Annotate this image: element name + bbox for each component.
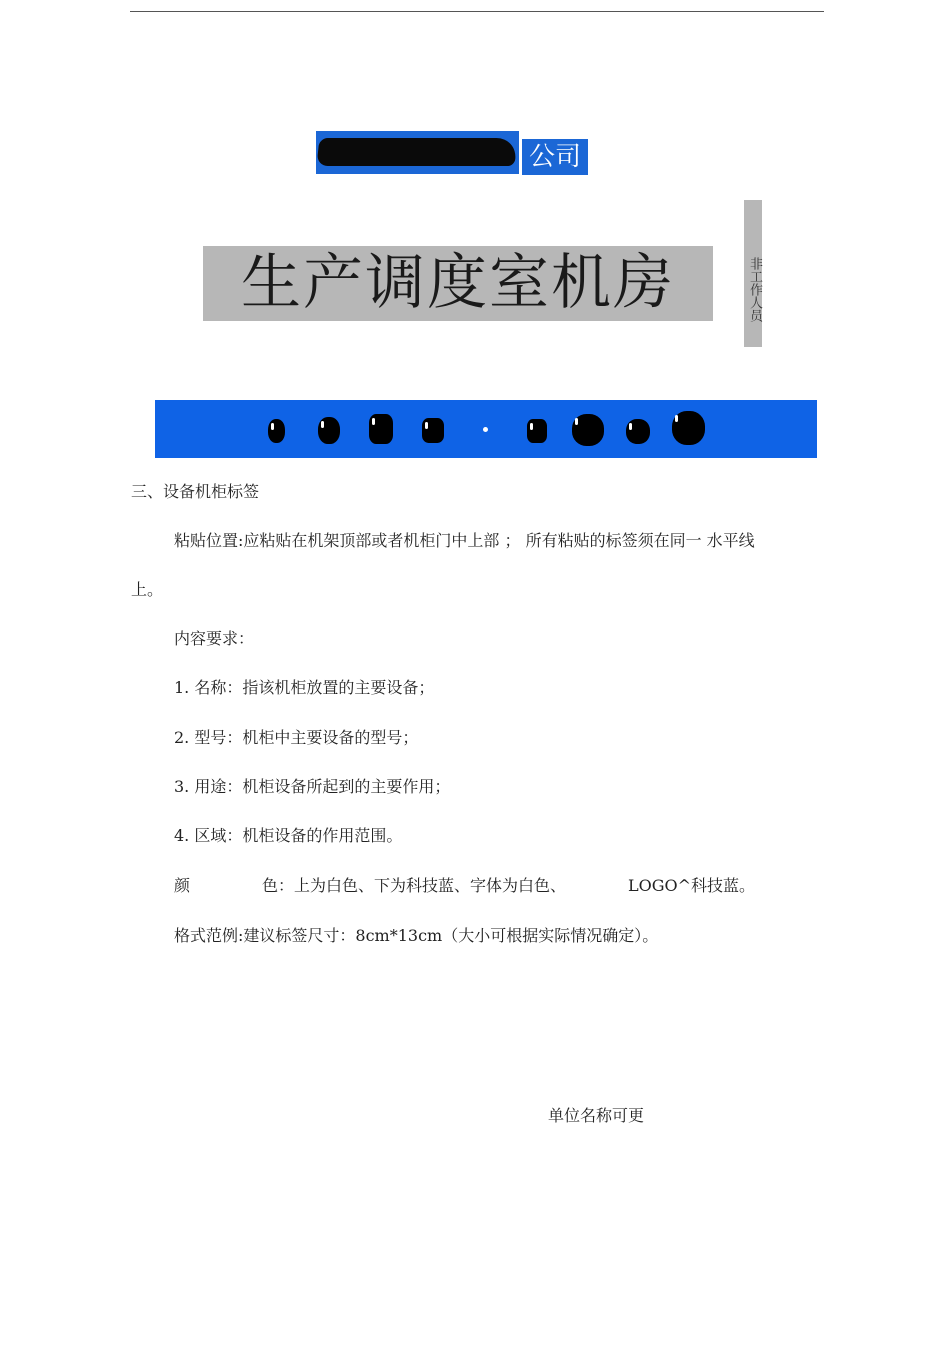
room-sign-title: 生产调度室机房 bbox=[203, 246, 713, 321]
staff-only-tag: 非工作人员 bbox=[744, 200, 762, 347]
redacted-digit-blot bbox=[572, 414, 604, 446]
format-example-text: 格式范例:建议标签尺寸：8cm*13cm（大小可根据实际情况确定）。 bbox=[174, 926, 659, 945]
requirement-item: 1. 名称：指该机柜放置的主要设备； bbox=[174, 678, 435, 697]
content-requirements-label: 内容要求： bbox=[174, 629, 255, 648]
logo-color-note: LOGO^科技蓝。 bbox=[628, 876, 756, 895]
redacted-company-name bbox=[317, 138, 518, 166]
redacted-digit-blot bbox=[268, 419, 285, 443]
requirement-item: 4. 区域：机柜设备的作用范围。 bbox=[174, 826, 403, 845]
paste-position-text: 粘贴位置:应粘贴在机架顶部或者机柜门中上部 ； 所有粘贴的标签须在同一 水平线 bbox=[174, 531, 755, 550]
redacted-separator-dot bbox=[483, 427, 488, 432]
requirement-item: 3. 用途：机柜设备所起到的主要作用； bbox=[174, 777, 451, 796]
top-divider bbox=[130, 11, 824, 12]
color-description: 色：上为白色、下为科技蓝、字体为白色、 bbox=[262, 876, 567, 895]
redacted-digit-blot bbox=[369, 414, 393, 444]
requirement-item: 2. 型号：机柜中主要设备的型号； bbox=[174, 728, 419, 747]
redacted-digit-blot bbox=[672, 411, 705, 445]
paste-position-continuation: 上。 bbox=[131, 580, 164, 599]
redacted-digit-blot bbox=[422, 418, 444, 443]
redacted-digit-blot bbox=[527, 419, 547, 443]
redacted-digit-blot bbox=[318, 417, 340, 444]
company-suffix: 公司 bbox=[522, 139, 588, 175]
redacted-digit-blot bbox=[626, 419, 650, 444]
unit-name-note: 单位名称可更 bbox=[548, 1106, 645, 1125]
color-label: 颜 bbox=[174, 876, 191, 895]
section-heading: 三、设备机柜标签 bbox=[131, 482, 260, 501]
